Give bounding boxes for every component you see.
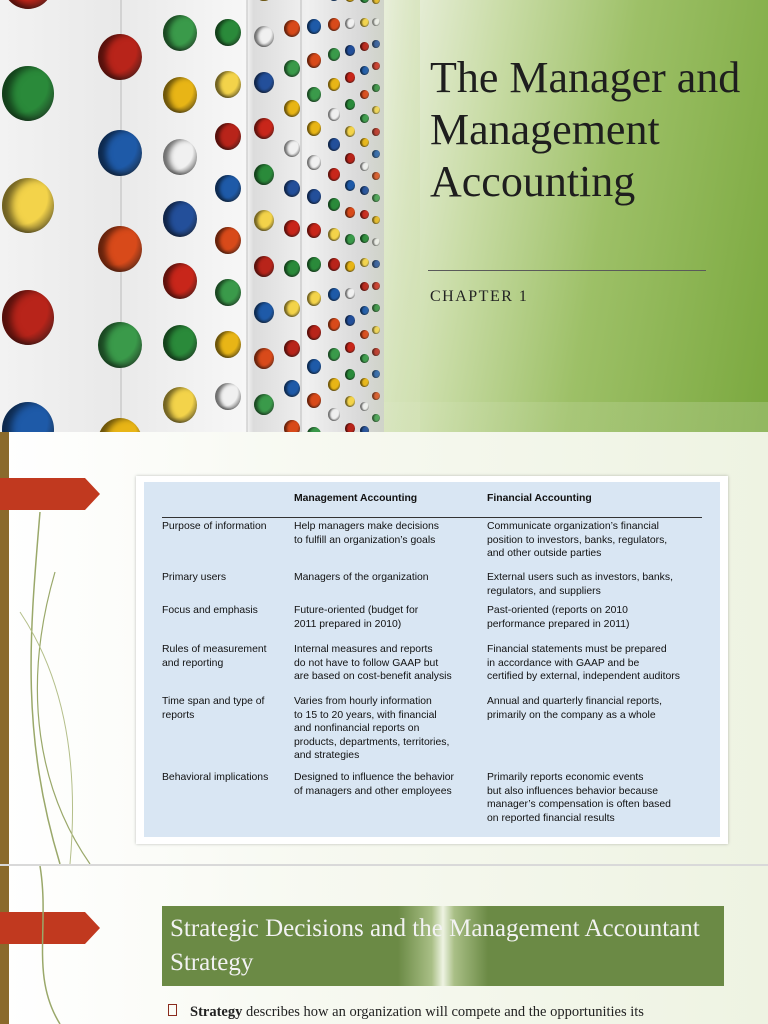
cell-financial: Annual and quarterly financial reports, primarily on the company as a whole (487, 696, 663, 721)
slide-subtitle: CHAPTER 1 (430, 288, 529, 305)
cell-financial: Past-oriented (reports on 2010 performance prepared in 2011) (487, 605, 630, 630)
row-label: Purpose of information (162, 521, 267, 532)
strategy-slide (0, 866, 768, 1024)
column-header-financial: Financial Accounting (487, 493, 592, 504)
cell-financial: Primarily reports economic events but also influences behavior because manager’s compensation is often based on reported financial results (487, 772, 671, 824)
comparison-slide (0, 432, 768, 864)
cell-management: Internal measures and reports do not have to follow GAAP but are based on cost-benefit analysis (294, 644, 452, 682)
vine-decoration-icon (0, 432, 140, 864)
cell-financial: External users such as investors, banks, regulators, and suppliers (487, 572, 673, 597)
row-label: Primary users (162, 572, 227, 583)
cell-management: Designed to influence the behavior of managers and other employees (294, 772, 455, 797)
vine-decoration-icon (0, 866, 120, 1024)
bullet-term: Strategy (190, 1004, 243, 1020)
section-title: Strategic Decisions and the Management Accountant Strategy (170, 915, 700, 976)
header-divider (162, 517, 702, 518)
cell-management: Varies from hourly information to 15 to 20 years, with financial and nonfinancial reports on products, departments, territories, and strategies (294, 696, 450, 761)
cell-financial: Financial statements must be prepared in accordance with GAAP and be certified by external, independent auditors (487, 644, 680, 682)
row-label: Behavioral implications (162, 772, 269, 783)
row-label: Time span and type of reports (162, 696, 265, 721)
cell-management: Future-oriented (budget for 2011 prepared in 2010) (294, 605, 419, 630)
cell-management: Managers of the organization (294, 572, 429, 583)
title-slide (0, 0, 768, 432)
bullet-rest: describes how an organization will compete and the opportunities its (242, 1004, 644, 1020)
slide-title: The Manager and Management Accounting (430, 53, 741, 206)
section-title-box (162, 906, 724, 986)
cell-financial: Communicate organization’s financial position to investors, banks, regulators, and other outside parties (487, 521, 668, 559)
perforated-wall-photo (0, 0, 384, 432)
row-label: Rules of measurement and reporting (162, 644, 267, 669)
comparison-table (136, 476, 728, 844)
cell-management: Help managers make decisions to fulfill an organization’s goals (294, 521, 439, 546)
bullet-icon (168, 1004, 177, 1016)
row-label: Focus and emphasis (162, 605, 258, 616)
column-header-management: Management Accounting (294, 493, 418, 504)
title-divider (428, 270, 706, 271)
bullet-item (190, 1003, 760, 1021)
